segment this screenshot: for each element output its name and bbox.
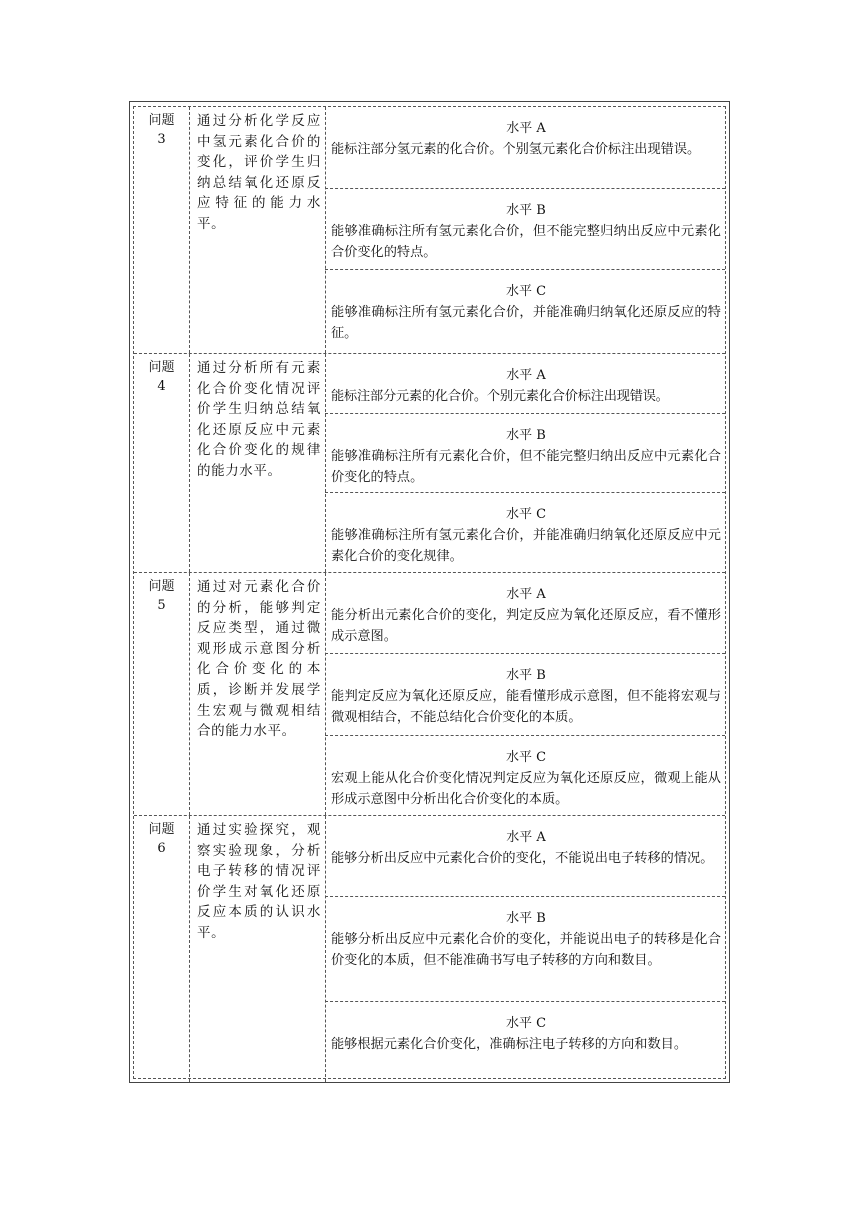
level-description: 能标注部分氢元素的化合价。个别氢元素化合价标注出现错误。 [331,142,701,157]
level-description: 能够准确标注所有氢元素化合价，并能准确归纳氧化还原反应中元素化合价的变化规律。 [331,528,721,564]
level-a-cell [325,816,725,896]
level-title: 水平 C [505,750,547,765]
level-title: 水平 A [506,368,546,383]
level-description: 能够根据元素化合价变化，准确标注电子转移的方向和数目。 [331,1037,688,1052]
problem-description: 通过实验探究，观察实验现象，分析电子转移的情况评价学生对氧化还原反应本质的认识水平。 [197,822,321,941]
level-title: 水平 B [506,203,546,218]
problem-description: 通过对元素化合价的分析，能够判定反应类型，通过微观形成示意图分析化合价变化的本质，诊断并发展学生宏观与微观相结合的能力水平。 [197,579,321,740]
problem-label-cell: 问题 6 [148,822,175,856]
level-c-cell [325,492,725,573]
level-a-cell [325,107,725,188]
table-row-problem-5 [134,572,725,815]
level-title: 水平 B [506,911,546,926]
level-c-cell [325,735,725,816]
level-a-cell [325,354,725,413]
level-description: 能够准确标注所有氢元素化合价，并能准确归纳氧化还原反应的特征。 [331,305,721,341]
level-b-cell [325,413,725,492]
problem-label-cell: 问题 3 [148,113,175,147]
level-title: 水平 C [505,1016,547,1031]
table-row-problem-3 [134,107,725,353]
table-row-problem-6 [134,815,725,1082]
level-description: 能标注部分元素的化合价。个别元素化合价标注出现错误。 [331,389,669,404]
level-column [325,354,725,572]
level-title: 水平 A [506,587,546,602]
problem-label-cell: 问题 5 [148,579,175,613]
problem-description: 通过分析所有元素化合价变化情况评价学生归纳总结氧化还原反应中元素化合价变化的规律的能力水平。 [197,360,321,479]
problem-label-cell: 问题 4 [148,360,175,394]
problem-description: 通过分析化学反应中氢元素化合价的变化，评价学生归纳总结氧化还原反应特征的能力水平。 [197,113,321,232]
level-description: 能够分析出反应中元素化合价的变化，不能说出电子转移的情况。 [331,851,714,866]
level-column [325,107,725,353]
level-description: 能分析出元素化合价的变化，判定反应为氧化还原反应，看不懂形成示意图。 [331,608,721,644]
level-title: 水平 C [505,284,547,299]
level-column [325,573,725,815]
level-column [325,816,725,1082]
level-b-cell [325,653,725,735]
level-description: 能判定反应为氧化还原反应，能看懂形成示意图，但不能将宏观与微观相结合，不能总结化合价变化的本质。 [331,689,721,725]
level-b-cell [325,896,725,1001]
level-title: 水平 A [506,121,546,136]
level-description: 能够分析出反应中元素化合价的变化，并能说出电子的转移是化合价变化的本质，但不能准确书写电子转移的方向和数目。 [331,932,721,968]
level-title: 水平 C [505,507,547,522]
level-description: 能够准确标注所有元素化合价，但不能完整归纳出反应中元素化合价变化的特点。 [331,449,721,485]
level-c-cell [325,1001,725,1083]
level-description: 能够准确标注所有氢元素化合价，但不能完整归纳出反应中元素化合价变化的特点。 [331,224,721,260]
level-title: 水平 B [506,428,546,443]
level-title: 水平 B [506,668,546,683]
level-description: 宏观上能从化合价变化情况判定反应为氧化还原反应，微观上能从形成示意图中分析出化合价变化的本质。 [331,771,721,807]
level-b-cell [325,188,725,269]
level-title: 水平 A [506,830,546,845]
evaluation-table [133,106,726,1079]
table-frame [129,101,730,1083]
level-a-cell [325,573,725,653]
table-row-problem-4 [134,353,725,572]
level-c-cell [325,269,725,353]
